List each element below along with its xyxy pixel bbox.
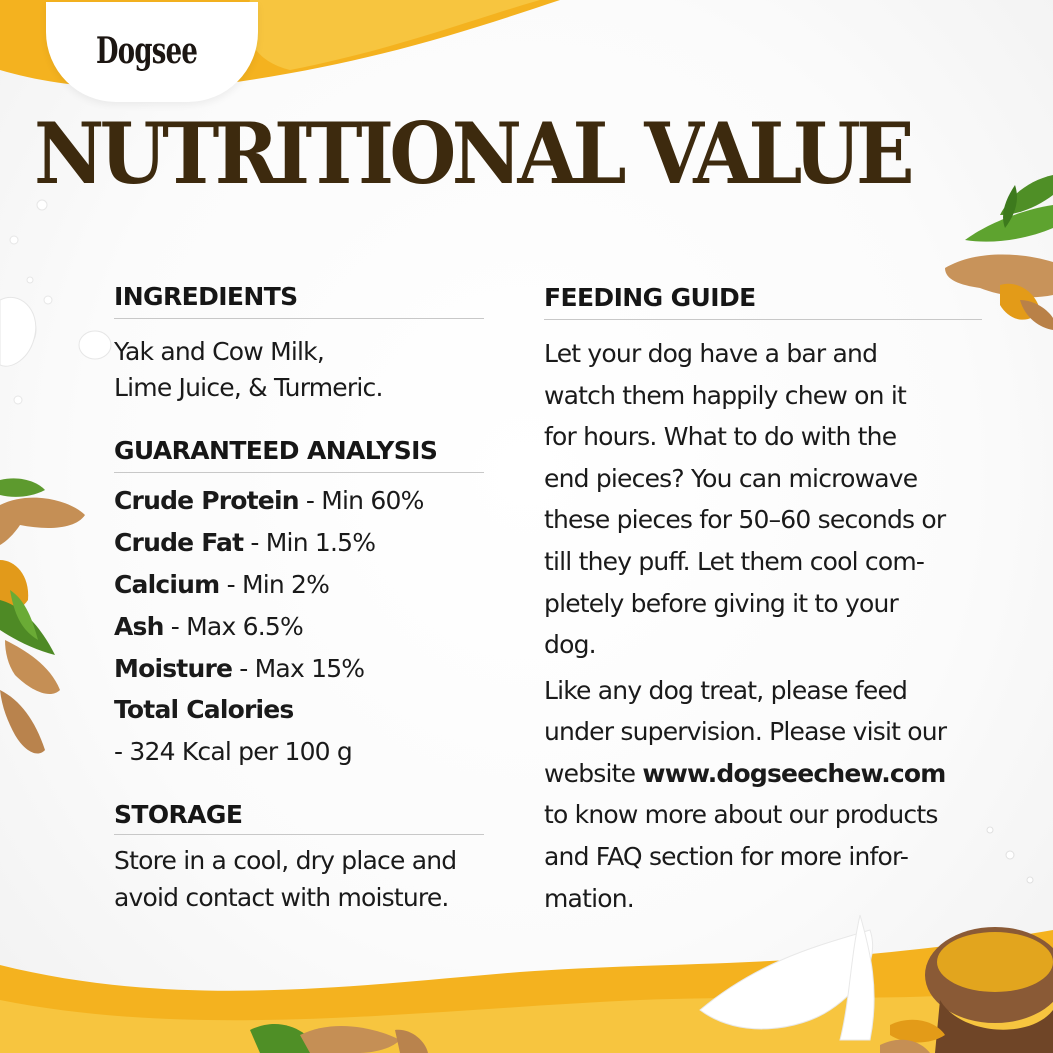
brand-logo: Dogsee	[96, 30, 198, 72]
feeding-line: watch them happily chew on it	[544, 381, 906, 410]
feeding-line: these pieces for 50–60 seconds or	[544, 505, 946, 534]
feeding-line: under supervision. Please visit our	[544, 717, 947, 746]
feeding-line: end pieces? You can microwave	[544, 464, 918, 493]
feeding-line: to know more about our products	[544, 800, 938, 829]
analysis-item	[114, 612, 303, 641]
divider	[114, 318, 484, 319]
feeding-line: pletely before giving it to your	[544, 589, 899, 618]
analysis-item	[114, 654, 364, 683]
analysis-label: Crude Fat	[114, 528, 244, 557]
analysis-item	[114, 695, 294, 724]
page-title: NUTRITIONAL VALUE	[34, 104, 911, 203]
ingredients-line: Yak and Cow Milk,	[114, 337, 324, 366]
analysis-label: Moisture	[114, 654, 233, 683]
calories-value: - 324 Kcal per 100 g	[114, 737, 352, 766]
analysis-value: - Min 60%	[298, 486, 424, 515]
feeding-guide-title: FEEDING GUIDE	[544, 283, 756, 312]
divider	[544, 319, 982, 320]
divider	[114, 834, 484, 835]
storage-title: STORAGE	[114, 800, 243, 829]
feeding-line: and FAQ section for more infor-	[544, 842, 909, 871]
analysis-item	[114, 486, 424, 515]
feeding-line: dog.	[544, 630, 596, 659]
analysis-value: - Max 6.5%	[163, 612, 303, 641]
turmeric-right-icon	[945, 175, 1053, 330]
ingredients-line: Lime Juice, & Turmeric.	[114, 373, 383, 402]
analysis-title: GUARANTEED ANALYSIS	[114, 436, 438, 465]
analysis-label: Total Calories	[114, 695, 294, 724]
analysis-label: Crude Protein	[114, 486, 299, 515]
website-prefix: website	[544, 759, 643, 788]
analysis-label: Calcium	[114, 570, 220, 599]
storage-line: avoid contact with moisture.	[114, 883, 449, 912]
milk-splash-left-icon	[0, 200, 111, 404]
feeding-line: Let your dog have a bar and	[544, 339, 878, 368]
feeding-line: till they puff. Let them cool com-	[544, 547, 925, 576]
analysis-item	[114, 570, 329, 599]
feeding-line: mation.	[544, 884, 634, 913]
storage-line: Store in a cool, dry place and	[114, 846, 457, 875]
feeding-line: Like any dog treat, please feed	[544, 676, 908, 705]
analysis-value: - Min 2%	[219, 570, 330, 599]
analysis-label: Ash	[114, 612, 164, 641]
feeding-line: for hours. What to do with the	[544, 422, 897, 451]
ingredients-title: INGREDIENTS	[114, 282, 298, 311]
turmeric-left-icon	[0, 478, 85, 753]
top-orange-wave-light	[246, 0, 540, 70]
analysis-value: - Max 15%	[232, 654, 365, 683]
website-link[interactable]: www.dogseechew.com	[642, 759, 946, 788]
analysis-value: - Min 1.5%	[243, 528, 376, 557]
feeding-website-line	[544, 759, 946, 788]
analysis-item	[114, 528, 375, 557]
divider	[114, 472, 484, 473]
